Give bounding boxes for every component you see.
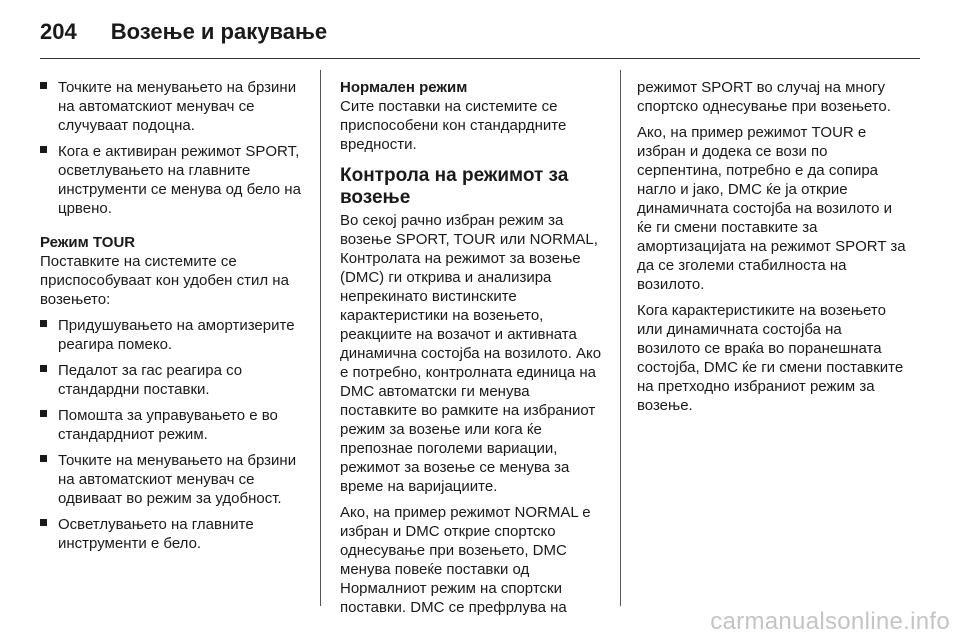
column-1 — [40, 78, 302, 560]
tour-bullet-list — [40, 316, 302, 553]
list-item — [40, 515, 302, 553]
list-item-text: Точките на менувањето на брзини на автоматскиот менувач се одвиваат во режим за удобност. — [58, 452, 297, 507]
bullet-square-icon — [40, 365, 47, 372]
column-divider-2 — [620, 70, 621, 606]
list-item — [40, 78, 302, 135]
sport-bullet-list — [40, 78, 302, 218]
page-title: Возење и ракување — [110, 19, 328, 44]
list-item-text: Кога е активиран режимот SPORT, осветлувањето на главните инструменти се менува од бело на црвено. — [58, 143, 301, 217]
continued-text: режимот SPORT во случај на многу спортско однесување при возењето. — [637, 79, 891, 115]
watermark: carmanualsonline.info — [710, 608, 950, 635]
column-divider-1 — [320, 70, 321, 606]
tour-heading: Режим TOUR — [40, 234, 136, 251]
bullet-square-icon — [40, 455, 47, 462]
normal-heading: Нормален режим — [340, 79, 468, 96]
list-item — [40, 451, 302, 508]
list-item-text: Помошта за управувањето е во стандардниот режим. — [58, 407, 278, 443]
tour-intro: Поставките на системите се приспособуваат кон удобен стил на возењето: — [40, 253, 289, 308]
list-item — [40, 361, 302, 399]
column-2 — [340, 78, 602, 617]
bullet-square-icon — [40, 410, 47, 417]
list-item — [40, 316, 302, 354]
section-heading: Контрола на режимот за возење — [340, 165, 569, 208]
list-item-text: Осветлувањето на главните инструменти е бело. — [58, 516, 254, 552]
list-item — [40, 142, 302, 218]
bullet-square-icon — [40, 519, 47, 526]
header-divider — [40, 58, 920, 59]
normal-text: Сите поставки на системите се приспособени кон стандардните вредности. — [340, 98, 567, 153]
page-header — [40, 14, 327, 50]
example-text: Ако, на пример режимот NORMAL е избран и DMC открие спортско однесување при возењето, DMC менува повеќе поставки од Нормалниот режим на спортски поставки. DMC се префрлува на — [340, 504, 591, 616]
list-item-text: Точките на менувањето на брзини на автоматскиот менувач се случуваат подоцна. — [58, 79, 297, 134]
bullet-square-icon — [40, 82, 47, 89]
return-text: Кога карактеристиките на возењето или динамичната состојба на возилото се враќа во поранешната состојба, DMC ќе ги смени поставките на претходно избраниот режим за возење. — [637, 302, 904, 414]
bullet-square-icon — [40, 146, 47, 153]
tour-example-text: Ако, на пример режимот TOUR е избран и додека се вози по серпентина, потребно е да сопира нагло и јако, DMC ќе ја открие динамичната состојба на возилото и ќе ги смени поставките за амортизацијата на режимот SPORT за да се зголеми стабилноста на возилото. — [637, 124, 906, 293]
list-item-text: Педалот за гас реагира со стандардни поставки. — [58, 362, 243, 398]
column-3 — [637, 78, 907, 415]
page-number: 204 — [40, 19, 77, 44]
bullet-square-icon — [40, 320, 47, 327]
list-item-text: Придушувањето на амортизерите реагира помеко. — [58, 317, 295, 353]
list-item — [40, 406, 302, 444]
section-text: Во секој рачно избран режим за возење SPORT, TOUR или NORMAL, Контролата на режимот за возење (DMC) ги открива и анализира непрекинато вистинските карактеристики на возењето, реакциите на возачот и активната динамична состојба на возилото. Ако е потребно, контролната единица на DMC автоматски ги менува поставките во рамките на избраниот режим за возење или кога ќе препознае поголеми вариации, режимот за возење се менува за време на варијациите. — [340, 212, 602, 495]
